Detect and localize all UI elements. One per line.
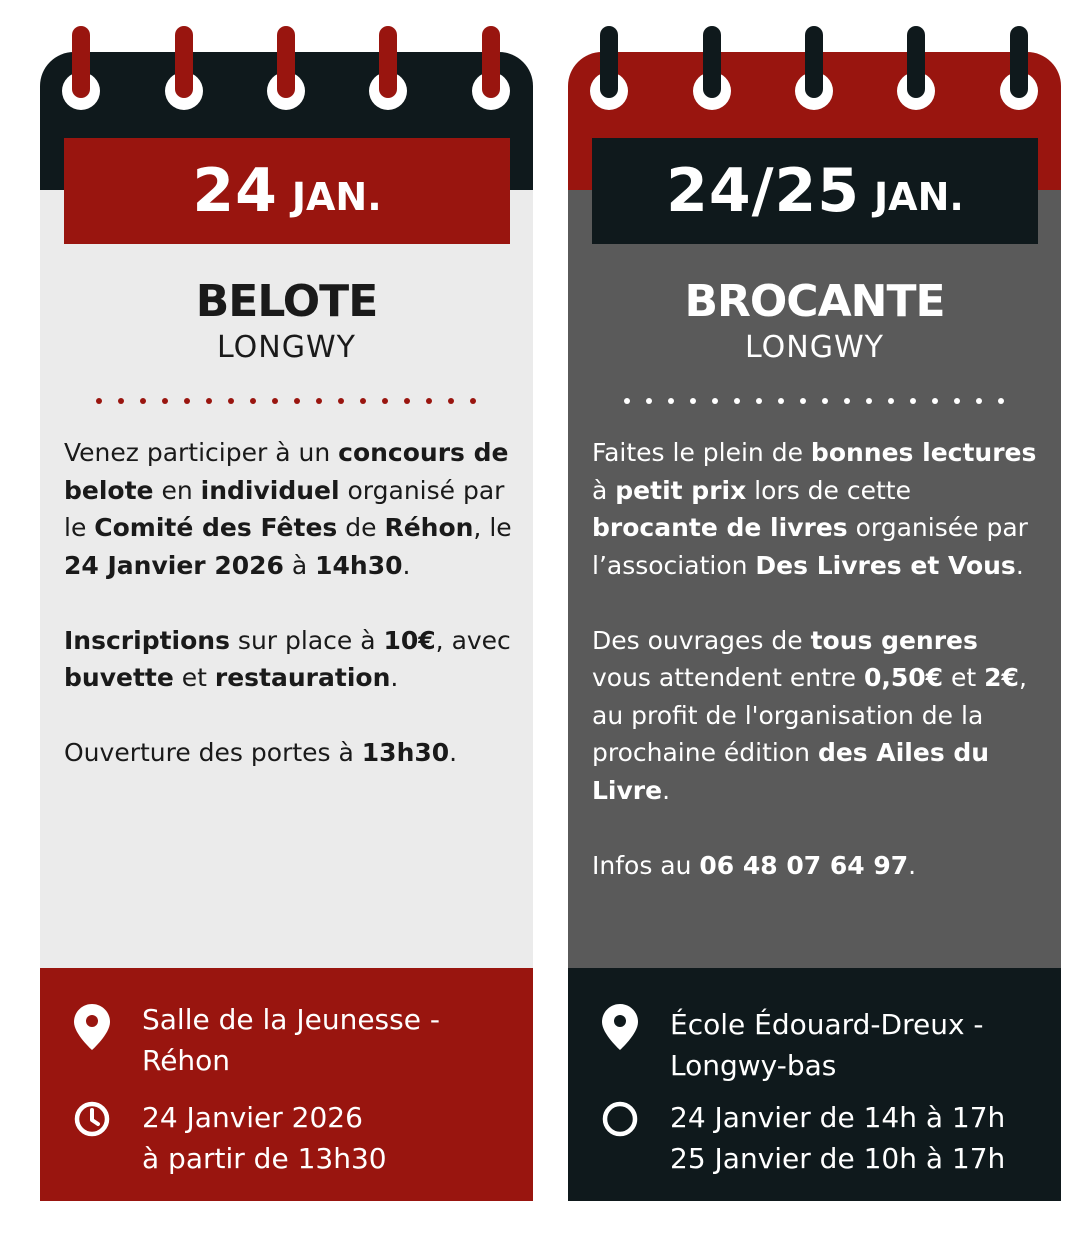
event-city: LONGWY — [745, 330, 884, 365]
binder-ring — [171, 26, 197, 102]
event-date — [64, 138, 510, 244]
time-line: à partir de 13h30 — [142, 1142, 387, 1175]
clock-icon — [74, 1101, 110, 1137]
event-time — [142, 1097, 387, 1179]
description-paragraph: Ouverture des portes à 13h30. — [64, 738, 458, 767]
event-description — [592, 434, 1042, 922]
dotted-divider — [96, 398, 476, 404]
time-line: 24 Janvier 2026 — [142, 1101, 363, 1134]
dotted-divider — [624, 398, 1004, 404]
clock-icon — [602, 1101, 638, 1137]
location-line: Longwy-bas — [670, 1049, 837, 1082]
binder-ring — [478, 26, 504, 102]
description-paragraph: Des ouvrages de tous genres vous attendent entre 0,50€ et 2€, au profit de l'organisation de la prochaine édition des Ailes du Livre. — [592, 625, 1027, 805]
binder-ring — [699, 26, 725, 102]
binder-ring — [68, 26, 94, 102]
event-title: BELOTE — [195, 276, 378, 327]
binder-ring — [273, 26, 299, 102]
event-location — [670, 1004, 984, 1086]
location-line: Réhon — [142, 1044, 231, 1077]
location-line: Salle de la Jeunesse - — [142, 1003, 440, 1036]
binder-ring — [1006, 26, 1032, 102]
event-date — [592, 138, 1038, 244]
map-pin-icon — [74, 1004, 110, 1050]
description-paragraph: Faites le plein de bonnes lectures à petit prix lors de cette brocante de livres organisée par l’association Des Livres et Vous. — [592, 438, 1037, 580]
event-description — [64, 434, 514, 809]
location-line: École Édouard-Dreux - — [670, 1008, 984, 1041]
date-day: 24 — [192, 156, 278, 226]
event-card-belote — [40, 0, 533, 1201]
event-location — [142, 999, 440, 1081]
description-paragraph: Venez participer à un concours de belote en individuel organisé par le Comité des Fêtes de Réhon, le 24 Janvier 2026 à 14h30. — [64, 438, 512, 580]
date-month: JAN. — [291, 175, 382, 219]
time-line: 25 Janvier de 10h à 17h — [670, 1142, 1006, 1175]
date-month: JAN. — [874, 175, 964, 219]
event-card-brocante — [568, 0, 1061, 1201]
event-title: BROCANTE — [684, 276, 945, 327]
map-pin-icon — [602, 1004, 638, 1050]
binder-ring — [375, 26, 401, 102]
event-city: LONGWY — [217, 330, 356, 365]
binder-ring — [801, 26, 827, 102]
binder-ring — [903, 26, 929, 102]
time-line: 24 Janvier de 14h à 17h — [670, 1101, 1006, 1134]
binder-ring — [596, 26, 622, 102]
description-paragraph: Infos au 06 48 07 64 97. — [592, 850, 917, 880]
event-time — [670, 1097, 1005, 1179]
description-paragraph: Inscriptions sur place à 10€, avec buvette et restauration. — [64, 625, 511, 692]
date-day: 24/25 — [666, 156, 861, 226]
